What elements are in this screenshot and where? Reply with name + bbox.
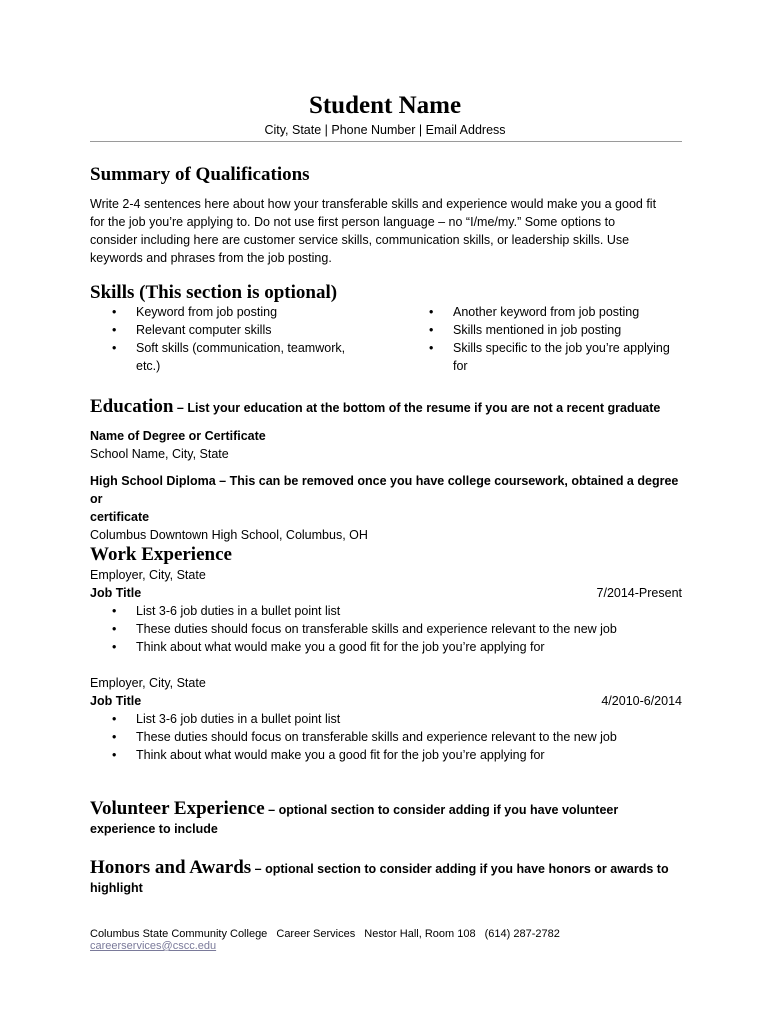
job-duty: • These duties should focus on transferable skills and experience relevant to the new job: [90, 728, 682, 746]
skills-right-column: [407, 303, 697, 375]
job-duty: • These duties should focus on transferable skills and experience relevant to the new job: [90, 620, 682, 638]
footer-college: Columbus State Community College: [90, 928, 268, 940]
job-entry-2: [90, 674, 682, 764]
honors-note: – optional section to consider adding if you have honors or awards to: [251, 862, 669, 876]
job-title: Job Title: [90, 694, 142, 708]
summary-heading: Summary of Qualifications: [90, 164, 310, 185]
education-heading-row: [90, 396, 690, 419]
job-employer: Employer, City, State: [90, 568, 206, 582]
summary-line: consider including here are customer service skills, communication skills, or leadership skills. Use: [90, 233, 630, 247]
skills-heading: Skills (This section is optional): [90, 282, 338, 303]
skill-item: • Another keyword from job posting: [407, 303, 697, 321]
job-duty: • Think about what would make you a good fit for the job you’re applying for: [90, 746, 682, 764]
summary-line: keywords and phrases from the job posting.: [90, 251, 332, 265]
diploma-title: High School Diploma – This can be removed once you have college coursework, obtained a degree or: [90, 474, 679, 506]
summary-section: [90, 164, 690, 186]
job-duty: • List 3-6 job duties in a bullet point list: [90, 602, 682, 620]
work-section: [90, 544, 690, 566]
education-note: – List your education at the bottom of the resume if you are not a recent graduate: [173, 401, 661, 415]
skill-item: • Skills specific to the job you’re applying: [407, 339, 697, 357]
summary-line: for the job you’re applying to. Do not use first person language – no “I/me/my.” Some options to: [90, 215, 616, 229]
skills-section: [90, 282, 690, 304]
job-dates: 4/2010-6/2014: [601, 694, 682, 708]
job-duty: • Think about what would make you a good fit for the job you’re applying for: [90, 638, 682, 656]
honors-note-continued: highlight: [90, 881, 143, 895]
volunteer-note-continued: experience to include: [90, 822, 218, 836]
summary-line: Write 2-4 sentences here about how your transferable skills and experience would make you a good fit: [90, 197, 657, 211]
job-duty: • List 3-6 job duties in a bullet point list: [90, 710, 682, 728]
footer-email-link[interactable]: careerservices@cscc.edu: [90, 940, 217, 952]
job-dates: 7/2014-Present: [596, 586, 682, 600]
honors-section: [90, 857, 690, 896]
header-divider: [90, 141, 682, 142]
footer-office: Career Services: [276, 928, 356, 940]
skill-item-continued: for: [453, 359, 468, 373]
summary-text: [90, 195, 682, 267]
skill-item: • Skills mentioned in job posting: [407, 321, 697, 339]
degree-school: School Name, City, State: [90, 447, 229, 461]
job-entry-1: [90, 566, 682, 656]
honors-heading-row: [90, 857, 690, 880]
honors-heading: Honors and Awards: [90, 857, 252, 878]
education-section: [90, 396, 690, 419]
work-heading: Work Experience: [90, 544, 232, 565]
diploma-title-continued: certificate: [90, 510, 150, 524]
education-heading: Education: [90, 396, 174, 417]
skill-item: • Keyword from job posting: [90, 303, 390, 321]
volunteer-note: – optional section to consider adding if you have volunteer: [264, 803, 619, 817]
skill-item-continued: etc.): [136, 359, 161, 373]
footer: [90, 928, 690, 952]
student-name: Student Name: [308, 92, 462, 119]
skill-item: • Relevant computer skills: [90, 321, 390, 339]
degree-title: Name of Degree or Certificate: [90, 429, 266, 443]
job-title: Job Title: [90, 586, 142, 600]
footer-phone: (614) 287-2782: [484, 928, 560, 940]
contact-line: City, State | Phone Number | Email Address: [264, 123, 506, 137]
skills-left-column: [90, 303, 390, 375]
volunteer-section: [90, 798, 690, 837]
education-entries: [90, 427, 690, 544]
job-employer: Employer, City, State: [90, 676, 206, 690]
diploma-school: Columbus Downtown High School, Columbus, OH: [90, 528, 368, 542]
footer-location: Nestor Hall, Room 108: [364, 928, 476, 940]
skill-item: • Soft skills (communication, teamwork,: [90, 339, 390, 357]
volunteer-heading-row: [90, 798, 690, 821]
volunteer-heading: Volunteer Experience: [90, 798, 265, 819]
